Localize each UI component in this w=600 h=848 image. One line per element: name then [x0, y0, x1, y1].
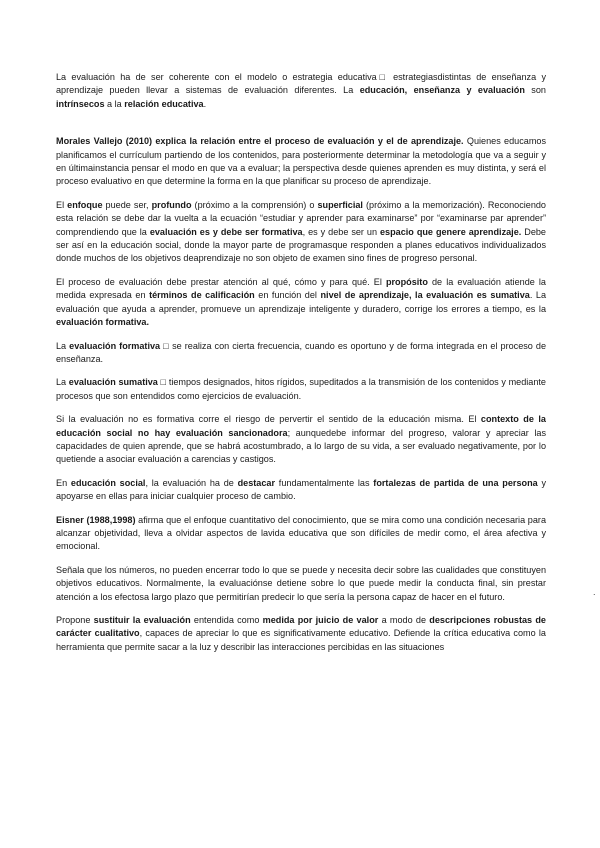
bold-phrase: sustituir la evaluación: [93, 615, 191, 625]
paragraph-proposito: [56, 276, 546, 330]
text-run: La evaluación ha de ser coherente con el modelo o estrategia educativa□ estrategiasdistintas de enseñanza y aprendizaje pueden llevar a sistemas de evaluación diferentes. La: [56, 72, 546, 96]
bold-phrase: Eisner (1988,1998): [56, 514, 136, 525]
paragraph-propone: [56, 614, 546, 654]
text-run: (próximo a la comprensión) o: [191, 199, 318, 210]
text-run: . La evaluación que ayuda a aprender, promueve un aprendizaje inteligente y duradero, corrige los errores a tiempo, es la: [56, 290, 547, 314]
margin-mark: .: [593, 587, 596, 597]
paragraph-fortalezas: [56, 477, 546, 504]
bold-phrase: superficial: [317, 199, 363, 210]
paragraph-morales-vallejo: [56, 135, 546, 189]
text-run: Debe ser así en la educación social, donde la mayor parte de programasque responden a planes educativos individualizados donde muchos de los objetivos deaprendizaje no son objeto de examen sino fines de progreso personal.: [56, 226, 546, 264]
paragraph-eisner: [56, 514, 546, 554]
bold-phrase: medida por juicio de valor: [262, 615, 379, 625]
text-run: , la evaluación ha de: [145, 477, 238, 488]
paragraph-coherencia: [56, 71, 546, 111]
text-run: □ se realiza con cierta frecuencia, cuando es oportuno y de forma integrada en el proceso de enseñanza.: [56, 340, 546, 364]
paragraph-contexto-educacion-social: [56, 413, 546, 467]
bold-phrase: enfoque: [67, 199, 103, 210]
text-run: En: [56, 477, 71, 488]
text-run: y apoyarse en ellas para iniciar cualquier proceso de cambio.: [56, 477, 547, 502]
text-run: Quienes educamos planificamos el currículum partiendo de los contenidos, para posteriormente determinar la metodología que va a seguir y en últimainstancia pensar el modo en que va a evaluar; la perspectiva desde quienes aprenden es muy distinta, y será el proceso evaluativo en que determine la forma en la que planificar su proceso de aprendizaje.: [56, 136, 547, 187]
text-run: de la evaluación atiende la medida expresada en: [56, 276, 546, 301]
bold-phrase: destacar: [237, 477, 276, 488]
bold-phrase: propósito: [385, 276, 428, 287]
text-run: .: [203, 98, 207, 109]
bold-phrase: evaluación es y debe ser formativa: [149, 226, 303, 237]
text-run: Señala que los números, no pueden encerrar todo lo que se puede y necesita decir sobre las cualidades que constituyen objetivos educativos. Normalmente, la evaluaciónse detiene sobre lo que puede medir la conducta final, sin prestar atención a los efectosa largo plazo que permitirían predecir lo que sería la persona capaz de hacer en el futuro.: [56, 564, 546, 602]
paragraph-enfoque: [56, 199, 546, 266]
bold-phrase: nivel de aprendizaje, la evaluación es sumativa: [320, 290, 530, 301]
text-run: a la: [104, 98, 125, 109]
bold-phrase: evaluación formativa: [69, 340, 161, 351]
text-run: son: [524, 85, 546, 96]
text-run: La: [56, 340, 70, 351]
document-body: [56, 71, 546, 664]
text-run: fundamentalmente las: [275, 477, 374, 488]
bold-phrase: espacio que genere aprendizaje.: [380, 226, 522, 237]
paragraph-evaluacion-sumativa: [56, 376, 546, 403]
bold-phrase: términos de calificación: [149, 290, 255, 301]
bold-phrase: profundo: [151, 199, 192, 210]
text-run: □ tiempos designados, hitos rígidos, supeditados a la transmisión de los contenidos y mediante procesos que son entendidos como ejercicios de evaluación.: [56, 377, 546, 401]
text-run: El proceso de evaluación debe prestar atención al qué, cómo y para qué. El: [56, 276, 386, 287]
text-run: entendida como: [190, 615, 263, 625]
bold-phrase: educación social: [70, 477, 146, 488]
text-run: Si la evaluación no es formativa corre el riesgo de pervertir el sentido de la educación misma. El: [56, 414, 481, 425]
bold-phrase: educación, enseñanza y evaluación: [359, 85, 525, 96]
paragraph-evaluacion-formativa: [56, 340, 546, 367]
text-run: ; aunquedebe informar del progreso, valorar y apreciar las capacidades de quien aprende, que se habrá acostumbrado, a lo largo de su vida, a ser evaluado negativamente, por lo quetiende a asociar evaluación a carencias y castigos.: [56, 427, 546, 465]
bold-phrase: intrínsecos: [56, 98, 105, 109]
bold-phrase: fortalezas de partida de una persona: [373, 477, 538, 488]
text-run: (próximo a la memorización). Reconociendo esta relación se debe dar la vuelta a la ecuación “estudiar y aprender para examinarse” por “examinarse par aprender” comprendiendo que la: [56, 199, 546, 237]
text-run: Propone: [56, 615, 94, 625]
bold-phrase: evaluación sumativa: [68, 377, 158, 388]
bold-phrase: contexto de la educación social no hay evaluación sancionadora: [56, 414, 546, 438]
text-run: puede ser,: [102, 199, 152, 210]
bold-phrase: descripciones robustas de carácter cualitativo: [56, 615, 546, 639]
bold-phrase: relación educativa: [124, 98, 204, 109]
text-run: El: [56, 199, 68, 210]
paragraph-numeros: [56, 564, 546, 604]
text-run: en función del: [254, 290, 321, 301]
text-run: La: [56, 377, 69, 388]
text-run: a modo de: [378, 615, 430, 625]
text-run: afirma que el enfoque cuantitativo del conocimiento, que se mira como una condición necesaria para alcanzar objetividad, lleva a olvidar aspectos de lavida educativa que son difíciles de medir como, el área afectiva y emocional.: [56, 514, 547, 552]
text-run: , capaces de apreciar lo que es significativamente educativo. Defiende la crítica educativa como la herramienta que permite sacar a la luz y describir las interacciones percibidas en las situaciones: [56, 628, 546, 652]
bold-phrase: Morales Vallejo (2010) explica la relación entre el proceso de evaluación y el de aprendizaje.: [56, 136, 464, 147]
text-run: , es y debe ser un: [302, 226, 380, 237]
bold-phrase: evaluación formativa.: [56, 317, 149, 328]
